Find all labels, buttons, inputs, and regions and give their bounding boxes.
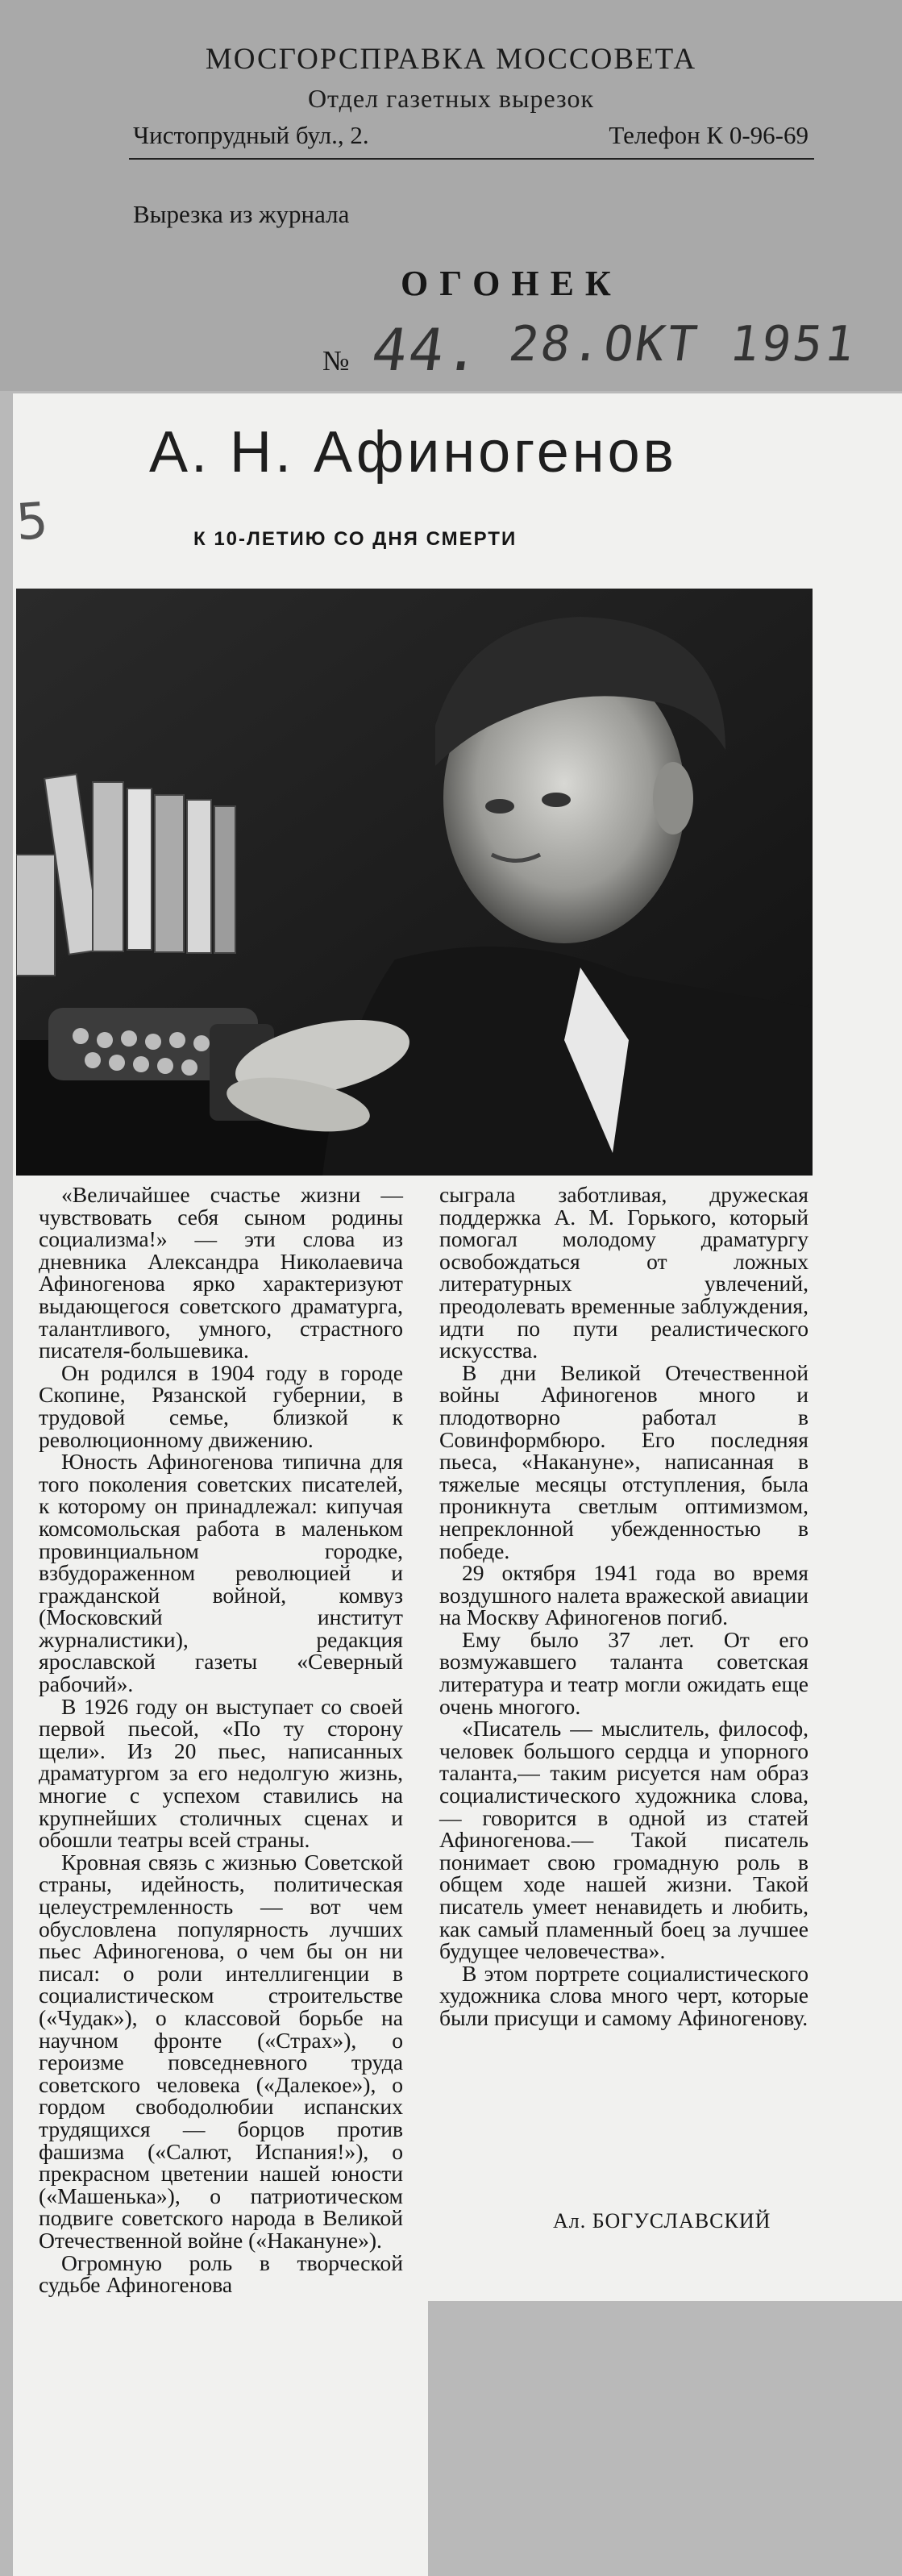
article-author: Ал. БОГУСЛАВСКИЙ [553, 2209, 771, 2233]
paragraph: Ему было 37 лет. От его возмужавшего таланта советская литература и театр могли ожидать еще очень многого. [439, 1626, 808, 1719]
paragraph: Юность Афиногенова типична для того поколения советских писателей, к которому он принадлежал: кипучая комсомольская работа в маленьком провинциальном городке, взбудораженном революцией и гражданской войной, комвуз (Московский институт журналистики), редакция ярославской газеты «Северный рабочий». [39, 1449, 403, 1697]
portrait-photo [16, 589, 813, 1176]
stamp-divider [129, 158, 814, 160]
paragraph: 29 октября 1941 года во время воздушного налета вражеской авиации на Москву Афиногенов погиб. [439, 1560, 808, 1630]
paragraph: Огромную роль в творческой судьбе Афиногенова [39, 2249, 403, 2298]
article-clipping-tail [13, 2301, 428, 2576]
clipping-stamp [0, 0, 902, 391]
paragraph: В 1926 году он выступает со своей первой пьесой, «По ту сторону щели». Из 20 пьес, написанных драматургом за его недолгую жизнь, многие с успехом ставились на крупнейших столичных сценах и обошли театры всей страны. [39, 1693, 403, 1853]
stamp-address: Чистопрудный бул., 2. [133, 121, 369, 149]
stamp-magazine-name: ОГОНЕК [401, 264, 622, 303]
paragraph: сыграла заботливая, дружеская поддержка А. М. Горького, который помогал молодому драматургу освобождаться от ложных литературных увлечений, преодолевать временные заблуждения, идти по пути реалистического искусства. [439, 1182, 808, 1363]
article-title: А. Н. Афиногенов [149, 420, 677, 485]
article-column-2 [439, 1184, 808, 2029]
paragraph: В дни Великой Отечественной войны Афиногенов много и плодотворно работал в Совинформбюро. Его последняя пьеса, «Накануне», написанная в тяжелые месяцы отступления, была проникнута светлым оптимизмом, непреклонной убежденностью в победе. [439, 1359, 808, 1563]
article-column-1 [39, 1184, 403, 2296]
handwritten-issue-date: 28.ОКТ 1951 [505, 316, 861, 372]
paragraph: В этом портрете социалистического художника слова много черт, которые были присущи и самому Афиногенову. [439, 1960, 808, 2030]
article-subtitle: К 10-ЛЕТИЮ СО ДНЯ СМЕРТИ [193, 528, 518, 550]
paragraph: Кровная связь с жизнью Советской страны, идейность, политическая целеустремленность — вот чем обусловлена популярность лучших пьес Афиногенова, о чем бы он ни писал: о роли интеллигенции в социалистическом строительстве («Чудак»), о классовой борьбе на научном фронте («Страх»), о героизме повседневного труда советского человека («Далекое»), о гордом свободолюбии испанских трудящихся — борцов против фашизма («Салют, Испания!»), о прекрасном цветении нашей юности («Машенька»), о патриотическом подвиге советского народа в Великой Отечественной войне («Накануне»). [39, 1849, 403, 2253]
handwritten-mark: 5 [14, 490, 50, 552]
paragraph: «Писатель — мыслитель, философ, человек большого сердца и упорного таланта,— таким рисуется нам образ социалистического художника слова,— говорится в одной из статей Афиногенова.— Такой писатель понимает свою громадную роль в общем ходе нашей жизни. Такой писатель умеет ненавидеть и любить, как самый пламенный боец за лучшее будущее человечества». [439, 1716, 808, 1964]
stamp-number-sign: № [322, 345, 350, 377]
stamp-department: Отдел газетных вырезок [307, 84, 595, 113]
handwritten-issue-number: 44. [368, 316, 487, 384]
stamp-organization: МОСГОРСПРАВКА МОССОВЕТА [205, 43, 697, 76]
stamp-phone: Телефон К 0-96-69 [609, 121, 808, 149]
paragraph: Он родился в 1904 году в городе Скопине, Рязанской губернии, в трудовой семье, близкой к революционному движению. [39, 1359, 403, 1452]
portrait-photo-illustration [16, 589, 813, 1176]
paragraph: «Величайшее счастье жизни — чувствовать себя сыном родины социализма!» — эти слова из дневника Александра Николаевича Афиногенова ярко характеризуют выдающегося советского драматурга, талантливого, умного, страстного писателя-большевика. [39, 1182, 403, 1363]
stamp-cutting-from: Вырезка из журнала [133, 200, 350, 228]
